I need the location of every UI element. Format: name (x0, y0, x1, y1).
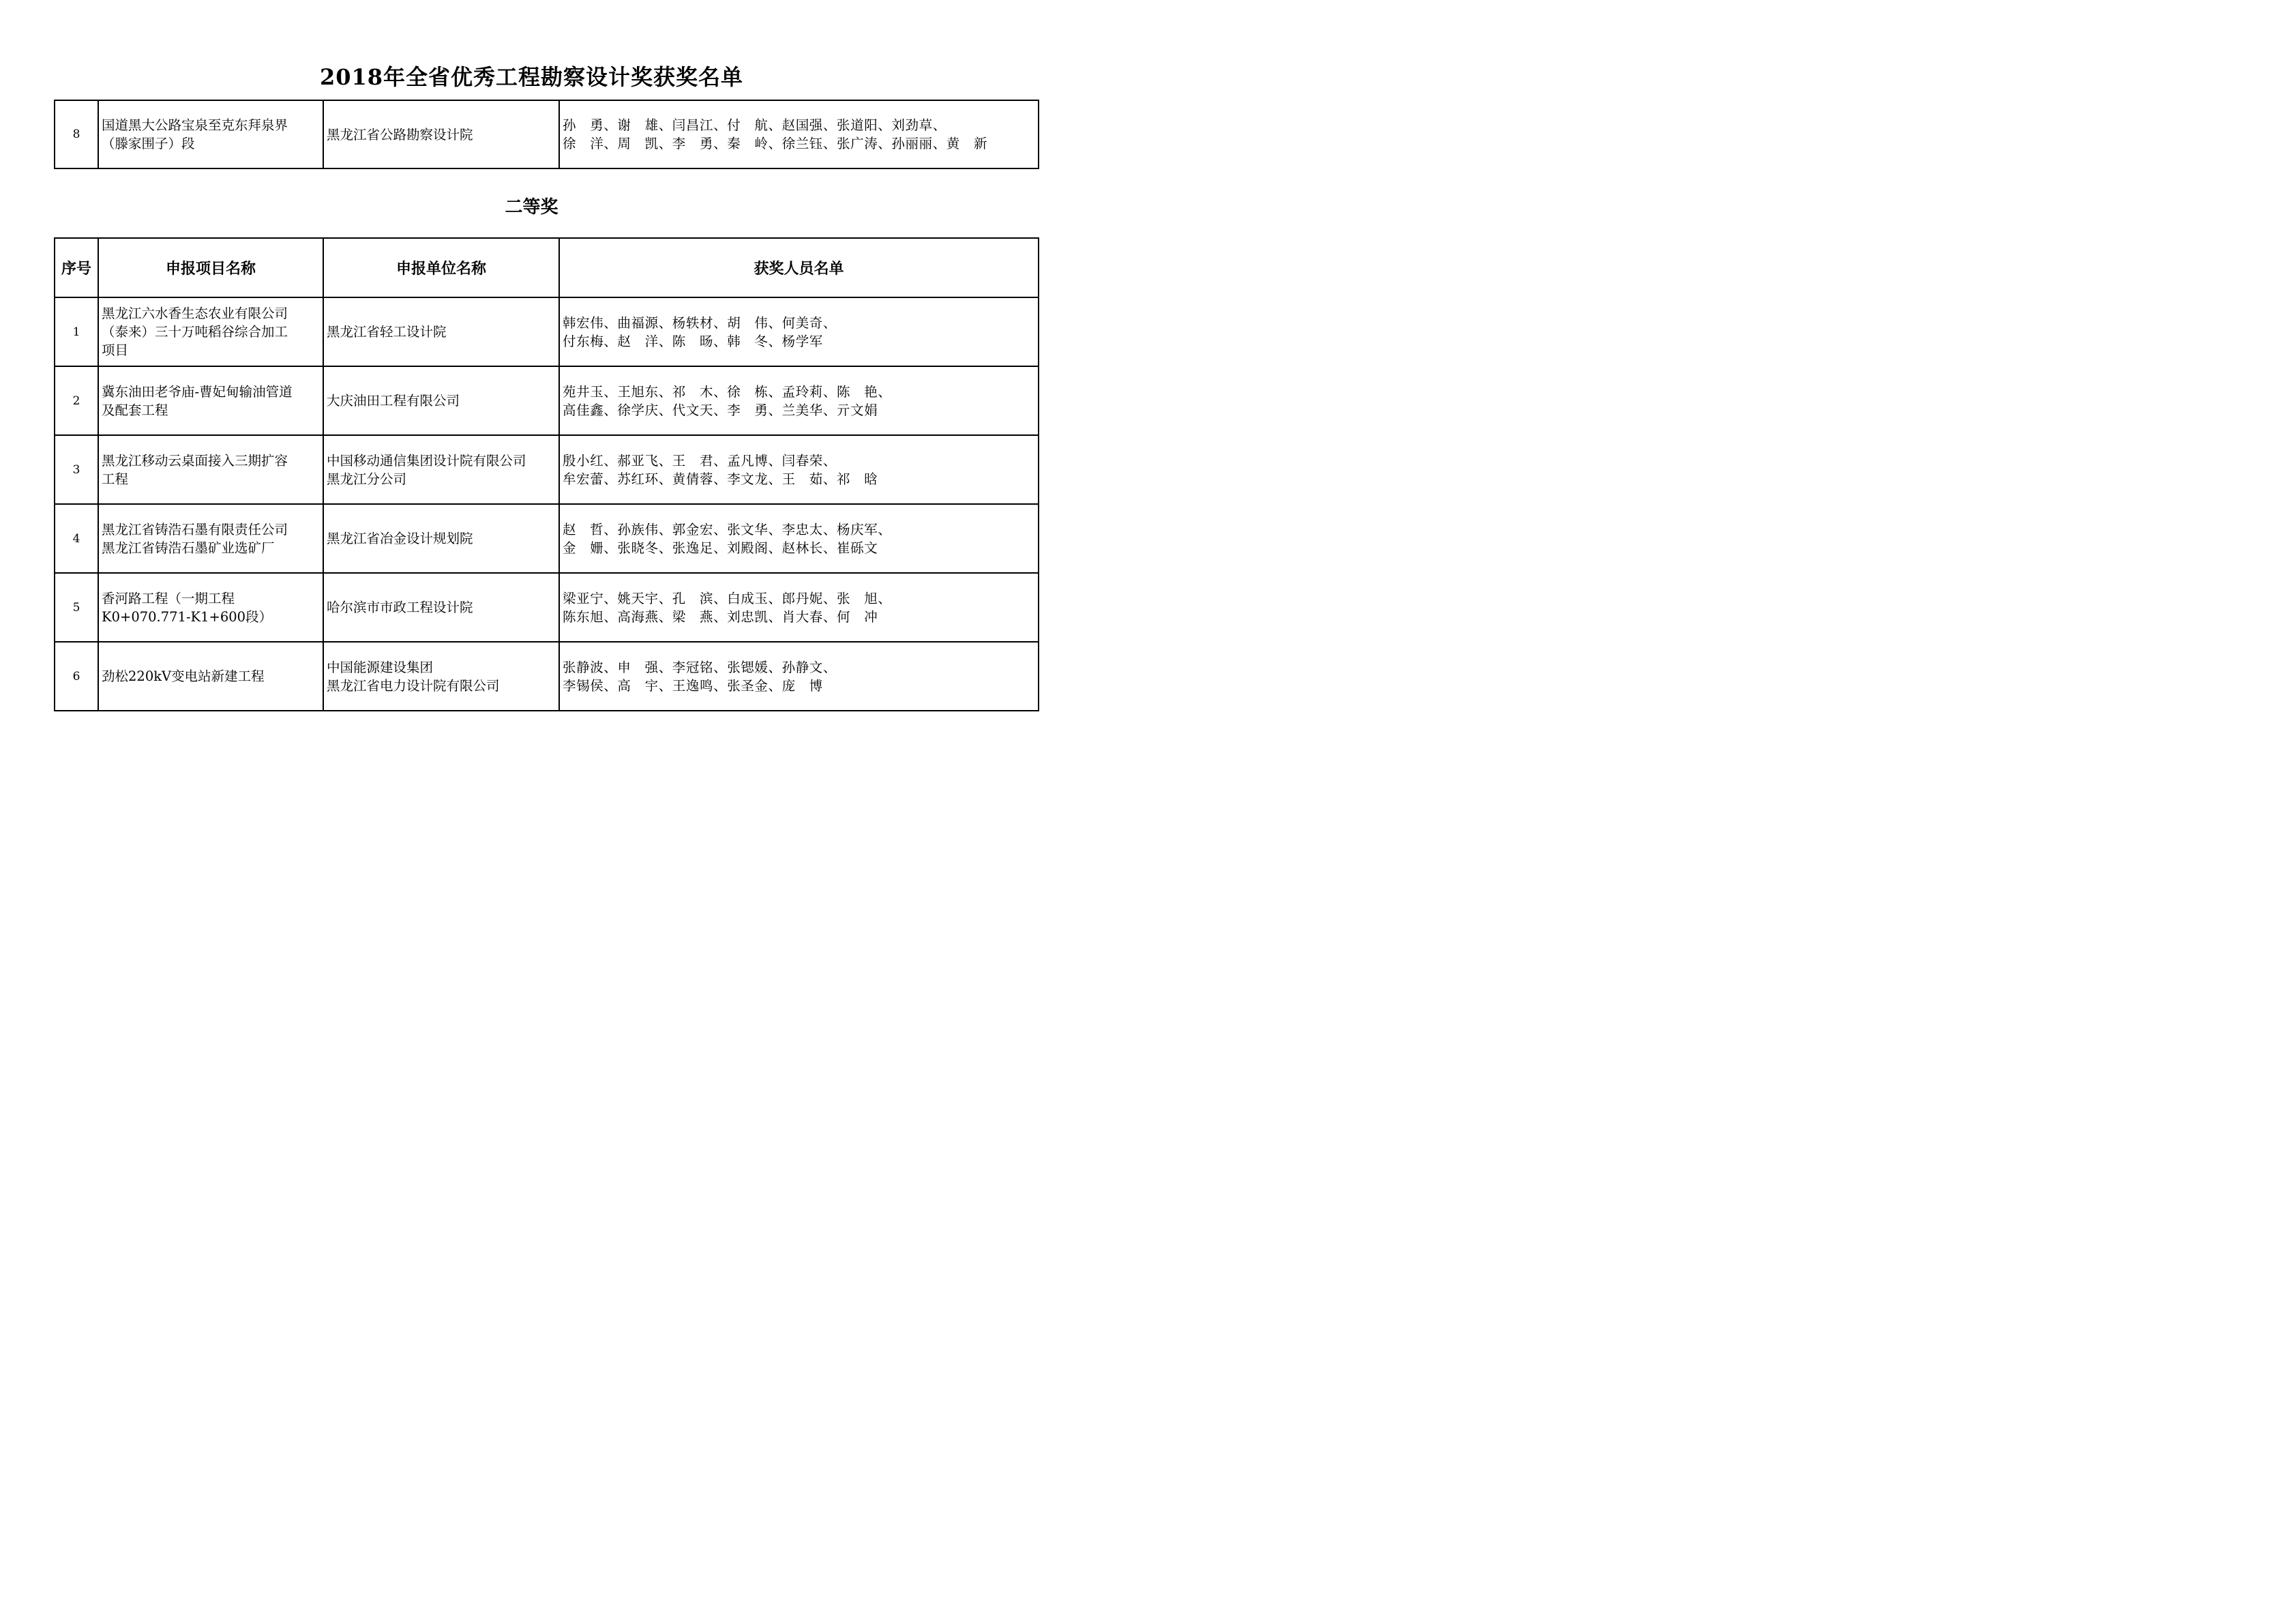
project-name: 冀东油田老爷庙-曹妃甸输油管道 及配套工程 (102, 383, 293, 418)
unit-name-cell (323, 297, 559, 366)
award-people: 赵 哲、孙族伟、郭金宏、张文华、李忠太、杨庆军、 金 姗、张晓冬、张逸足、刘殿阁、赵林长、崔砾文 (563, 521, 892, 556)
project-name: 香河路工程（一期工程 K0+070.771-K1+600段） (102, 590, 273, 625)
unit-name-cell (323, 435, 559, 504)
project-name: 国道黑大公路宝泉至克东拜泉界 （滕家围子）段 (102, 117, 288, 151)
project-name: 黑龙江移动云桌面接入三期扩容 工程 (102, 452, 288, 487)
header-number: 序号 (55, 238, 98, 297)
people-cell (559, 297, 1039, 366)
table-row (55, 642, 1039, 711)
first-prize-continuation-table (54, 100, 1039, 169)
page-title: 2018年全省优秀工程勘察设计奖获奖名单 (319, 64, 744, 90)
unit-name-cell (323, 504, 559, 573)
table-row (55, 366, 1039, 435)
project-name: 劲松220kV变电站新建工程 (102, 668, 265, 684)
table-row (55, 297, 1039, 366)
row-number: 3 (55, 435, 98, 504)
row-number: 4 (55, 504, 98, 573)
second-prize-table (54, 237, 1039, 711)
project-name-cell (98, 435, 323, 504)
project-name: 黑龙江省铸浩石墨有限责任公司 黑龙江省铸浩石墨矿业选矿厂 (102, 521, 288, 556)
award-people: 苑井玉、王旭东、祁 木、徐 栋、孟玲莉、陈 艳、 高佳鑫、徐学庆、代文天、李 勇、兰美华、亓文娟 (563, 383, 892, 418)
unit-name: 中国能源建设集团 黑龙江省电力设计院有限公司 (327, 659, 500, 694)
unit-name-cell (323, 100, 559, 168)
table-header-row (55, 238, 1039, 297)
table-row (55, 573, 1039, 642)
project-name-cell (98, 642, 323, 711)
unit-name: 哈尔滨市市政工程设计院 (327, 600, 473, 615)
project-name-cell (98, 366, 323, 435)
row-number: 2 (55, 366, 98, 435)
unit-name-cell (323, 642, 559, 711)
header-project-name: 申报项目名称 (98, 238, 323, 297)
unit-name: 黑龙江省公路勘察设计院 (327, 126, 473, 143)
section-title-second-prize: 二等奖 (505, 197, 558, 218)
people-cell (559, 100, 1039, 168)
people-cell (559, 366, 1039, 435)
people-cell (559, 642, 1039, 711)
unit-name: 黑龙江省冶金设计规划院 (327, 531, 473, 546)
people-cell (559, 504, 1039, 573)
project-name-cell (98, 573, 323, 642)
header-unit-name: 申报单位名称 (323, 238, 559, 297)
row-number: 6 (55, 642, 98, 711)
unit-name: 大庆油田工程有限公司 (327, 393, 460, 409)
project-name-cell (98, 504, 323, 573)
row-number: 5 (55, 573, 98, 642)
award-people: 梁亚宁、姚天宇、孔 滨、白成玉、郎丹妮、张 旭、 陈东旭、高海燕、梁 燕、刘忠凯、肖大春、何 冲 (563, 590, 892, 625)
people-cell (559, 573, 1039, 642)
table-row (55, 100, 1039, 168)
people-cell (559, 435, 1039, 504)
unit-name: 中国移动通信集团设计院有限公司 黑龙江分公司 (327, 452, 526, 487)
unit-name-cell (323, 366, 559, 435)
table-row (55, 435, 1039, 504)
project-name: 黑龙江六水香生态农业有限公司 （泰来）三十万吨稻谷综合加工 项目 (102, 306, 288, 358)
table-row (55, 504, 1039, 573)
project-name-cell (98, 100, 323, 168)
award-people: 殷小红、郝亚飞、王 君、孟凡博、闫春荣、 牟宏蕾、苏红环、黄倩蓉、李文龙、王 茹、祁 晗 (563, 452, 878, 487)
header-award-people: 获奖人员名单 (559, 238, 1039, 297)
project-name-cell (98, 297, 323, 366)
award-people: 韩宏伟、曲福源、杨轶材、胡 伟、何美奇、 付东梅、赵 洋、陈 旸、韩 冬、杨学军 (563, 314, 837, 349)
unit-name: 黑龙江省轻工设计院 (327, 324, 447, 340)
row-number: 1 (55, 297, 98, 366)
award-people: 张静波、申 强、李冠铭、张锶媛、孙静文、 李锡侯、高 宇、王逸鸣、张圣金、庞 博 (563, 659, 837, 694)
row-number: 8 (55, 100, 98, 168)
award-people: 孙 勇、谢 雄、闫昌江、付 航、赵国强、张道阳、刘劲草、 徐 洋、周 凯、李 勇、秦 岭、徐兰钰、张广涛、孙丽丽、黄 新 (563, 117, 988, 151)
unit-name-cell (323, 573, 559, 642)
